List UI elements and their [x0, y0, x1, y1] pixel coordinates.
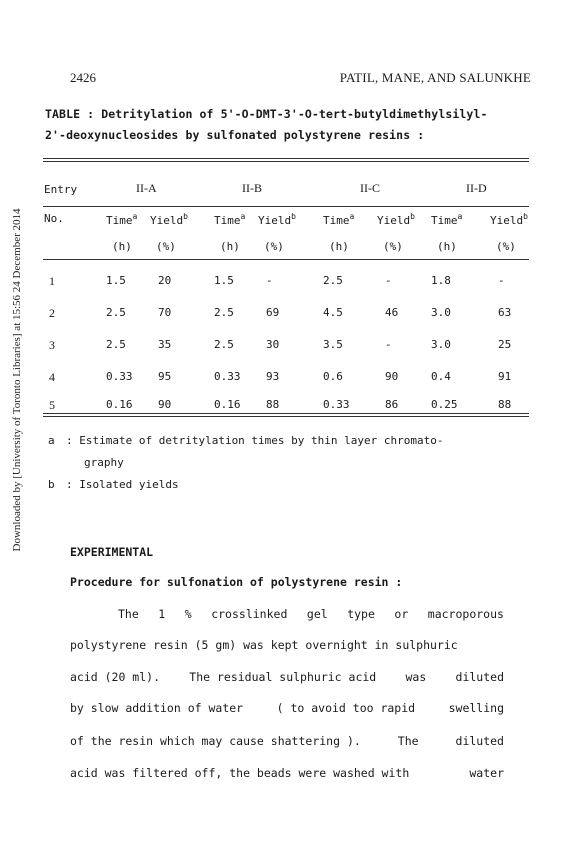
time-header-1-label: Time — [106, 214, 133, 227]
yield-cell: - — [266, 274, 273, 287]
time-cell: 3.0 — [431, 338, 451, 351]
body-line — [70, 734, 504, 748]
time-cell: 1.5 — [214, 274, 234, 287]
section-heading-experimental: EXPERIMENTAL — [70, 545, 154, 559]
yield-cell: 63 — [498, 306, 512, 319]
footnote-a-mark: a — [48, 434, 55, 447]
yield-header-4-label: Yield — [490, 214, 524, 227]
yield-cell: 86 — [385, 398, 399, 411]
time-header-1-footnote-mark: a — [132, 212, 138, 221]
time-header-2-label: Time — [214, 214, 241, 227]
table-top-rule — [43, 158, 529, 162]
body-text-segment: % — [184, 607, 192, 621]
group-header-ii-c: II-C — [360, 181, 380, 195]
body-text-segment: The residual sulphuric acid — [189, 670, 377, 684]
yield-cell: 88 — [498, 398, 512, 411]
body-text-segment: ( to avoid too rapid — [276, 701, 416, 715]
download-notice-text: Downloaded by [University of Toronto Libraries] at 15:56 24 December 2014 — [11, 208, 23, 552]
time-cell: 2.5 — [214, 338, 234, 351]
time-cell: 0.6 — [323, 370, 343, 383]
time-header-3-label: Time — [323, 214, 350, 227]
time-header-1 — [106, 214, 137, 227]
group-header-rule — [43, 206, 529, 207]
entry-header: Entry — [44, 183, 78, 196]
yield-cell: 90 — [385, 370, 399, 383]
body-text-segment: gel — [306, 607, 328, 621]
time-unit-4 — [437, 240, 457, 253]
time-cell: 1.5 — [106, 274, 126, 287]
body-line — [70, 670, 504, 684]
time-cell: 0.33 — [106, 370, 133, 383]
time-header-4 — [431, 214, 462, 227]
entry-number: 2 — [49, 306, 55, 320]
time-cell: 4.5 — [323, 306, 343, 319]
yield-header-4-footnote-mark: b — [523, 212, 528, 221]
time-unit-1 — [112, 240, 132, 253]
yield-header-2-label: Yield — [258, 214, 292, 227]
yield-unit-4 — [496, 240, 516, 253]
body-text-segment: diluted — [455, 734, 504, 748]
time-unit-2 — [220, 240, 240, 253]
yield-unit-3 — [383, 240, 403, 253]
yield-unit-1-label: (%) — [156, 240, 176, 253]
procedure-heading: Procedure for sulfonation of polystyrene resin : — [70, 575, 403, 589]
time-unit-1-label: (h) — [112, 240, 132, 253]
body-text-segment: The — [397, 734, 419, 748]
yield-header-1 — [150, 214, 188, 227]
body-line — [70, 766, 504, 780]
time-cell: 0.16 — [106, 398, 133, 411]
time-header-4-label: Time — [431, 214, 458, 227]
time-cell: 0.4 — [431, 370, 451, 383]
yield-cell: 91 — [498, 370, 512, 383]
entry-number: 5 — [49, 398, 55, 412]
body-text-segment: diluted — [455, 670, 504, 684]
yield-unit-4-label: (%) — [496, 240, 516, 253]
yield-header-3-footnote-mark: b — [410, 212, 415, 221]
time-header-3-footnote-mark: a — [349, 212, 355, 221]
body-text-segment: was — [405, 670, 427, 684]
time-header-4-footnote-mark: a — [457, 212, 463, 221]
body-text-segment: acid was filtered off, the beads were washed with — [70, 766, 410, 780]
yield-header-3 — [377, 214, 415, 227]
time-cell: 0.33 — [214, 370, 241, 383]
yield-cell: 95 — [158, 370, 172, 383]
yield-cell: - — [385, 338, 392, 351]
time-header-2 — [214, 214, 245, 227]
yield-header-3-label: Yield — [377, 214, 411, 227]
table-bottom-rule — [43, 413, 529, 417]
yield-unit-2 — [264, 240, 284, 253]
footnote-a-line-2: graphy — [84, 456, 124, 469]
group-header-ii-d: II-D — [466, 181, 487, 195]
yield-cell: 35 — [158, 338, 172, 351]
body-text-segment: 1 — [158, 607, 166, 621]
running-head: PATIL, MANE, AND SALUNKHE — [339, 70, 531, 85]
footnote-a-line-1: : Estimate of detritylation times by thin layer chromato- — [66, 434, 444, 447]
yield-header-2-footnote-mark: b — [291, 212, 296, 221]
yield-cell: 90 — [158, 398, 172, 411]
time-cell: 0.25 — [431, 398, 458, 411]
time-cell: 1.8 — [431, 274, 451, 287]
yield-header-2 — [258, 214, 296, 227]
yield-cell: - — [385, 274, 392, 287]
time-unit-3-label: (h) — [329, 240, 349, 253]
time-unit-3 — [329, 240, 349, 253]
time-cell: 2.5 — [106, 338, 126, 351]
group-header-ii-a: II-A — [136, 181, 157, 195]
time-cell: 2.5 — [323, 274, 343, 287]
time-header-3 — [323, 214, 354, 227]
time-cell: 0.33 — [323, 398, 350, 411]
yield-cell: 69 — [266, 306, 280, 319]
body-text-segment: crosslinked — [211, 607, 288, 621]
body-text-segment: by slow addition of water — [70, 701, 244, 715]
body-text-segment: swelling — [448, 701, 504, 715]
time-cell: 2.5 — [214, 306, 234, 319]
yield-header-4 — [490, 214, 528, 227]
page-number: 2426 — [70, 70, 96, 85]
group-header-ii-b: II-B — [242, 181, 262, 195]
body-text-segment: water — [469, 766, 504, 780]
column-header-rule — [43, 259, 529, 260]
body-text-segment: macroporous — [427, 607, 504, 621]
yield-cell: 70 — [158, 306, 172, 319]
body-text-segment: of the resin which may cause shattering ). — [70, 734, 361, 748]
download-notice — [10, 115, 24, 645]
footnote-b-mark: b — [48, 478, 55, 491]
time-cell: 2.5 — [106, 306, 126, 319]
body-line — [118, 607, 504, 621]
time-cell: 3.5 — [323, 338, 343, 351]
time-unit-2-label: (h) — [220, 240, 240, 253]
time-header-2-footnote-mark: a — [240, 212, 246, 221]
body-line — [70, 638, 458, 652]
yield-header-1-footnote-mark: b — [183, 212, 188, 221]
entry-number: 1 — [49, 274, 55, 288]
yield-cell: 25 — [498, 338, 512, 351]
body-text-segment: or — [394, 607, 409, 621]
time-cell: 3.0 — [431, 306, 451, 319]
yield-cell: 46 — [385, 306, 399, 319]
yield-unit-1 — [156, 240, 176, 253]
yield-cell: 88 — [266, 398, 280, 411]
body-text-segment: polystyrene resin (5 gm) was kept overnight in sulphuric — [70, 638, 458, 652]
time-cell: 0.16 — [214, 398, 241, 411]
yield-cell: - — [498, 274, 505, 287]
footnote-b-text: : Isolated yields — [66, 478, 179, 491]
table-caption-line-2: 2'-deoxynucleosides by sulfonated polystyrene resins : — [45, 128, 425, 142]
body-text-segment: type — [347, 607, 375, 621]
table-caption-line-1: TABLE : Detritylation of 5'-O-DMT-3'-O-tert-butyldimethylsilyl- — [45, 107, 488, 121]
entry-number: 4 — [49, 370, 55, 384]
body-line — [70, 701, 504, 715]
time-unit-4-label: (h) — [437, 240, 457, 253]
entry-number: 3 — [49, 338, 55, 352]
no-header: No. — [44, 212, 64, 225]
body-text-segment: The — [118, 607, 139, 621]
yield-unit-3-label: (%) — [383, 240, 403, 253]
yield-unit-2-label: (%) — [264, 240, 284, 253]
yield-cell: 93 — [266, 370, 280, 383]
yield-cell: 20 — [158, 274, 172, 287]
body-text-segment: acid (20 ml). — [70, 670, 161, 684]
yield-header-1-label: Yield — [150, 214, 184, 227]
yield-cell: 30 — [266, 338, 280, 351]
